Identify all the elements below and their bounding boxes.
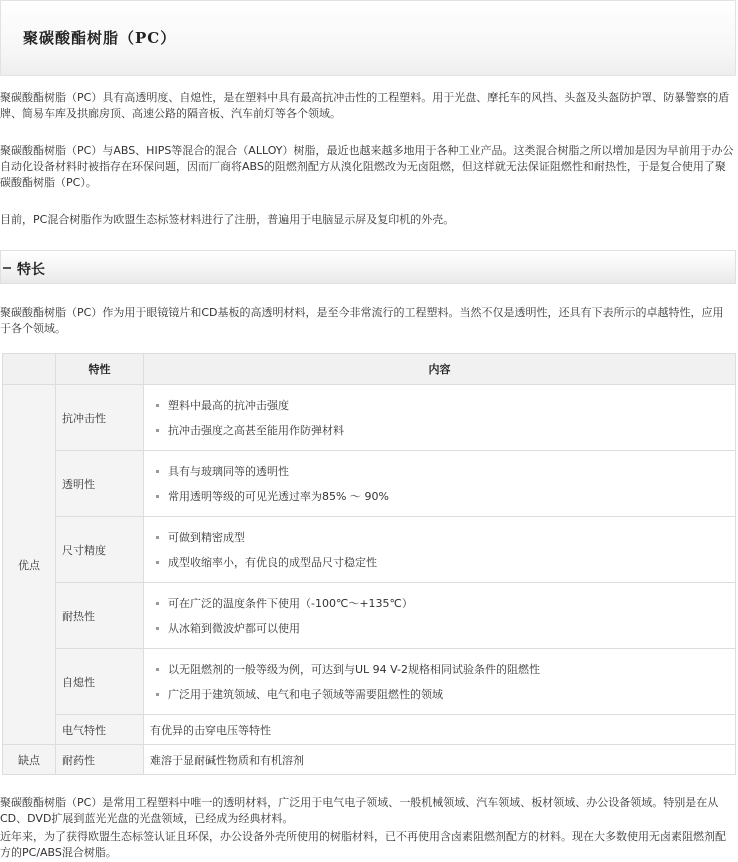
section-header: [0, 250, 736, 284]
header-property: 特性: [56, 354, 144, 385]
intro-paragraph-3: 目前，PC混合树脂作为欧盟生态标签材料进行了注册，普遍用于电脑显示屏及复印机的外壳。: [0, 213, 455, 226]
table-row: [3, 385, 736, 451]
section-description: 聚碳酸酯树脂（PC）作为用于眼镜镜片和CD基板的高透明材料，是至今非常流行的工程塑料。当然不仅是透明性，还具有下表所示的卓越特性，应用于各个领域。: [0, 306, 724, 335]
intro-paragraph-2: 聚碳酸酯树脂（PC）与ABS、HIPS等混合的混合（ALLOY）树脂，最近也越来越多地用于各种工业产品。这类混合树脂之所以增加是因为早前用于办公自动化设备材料时被指存在环保问题，因而厂商将ABS的阻燃剂配方从溴化阻燃改为无卤阻燃，但这样就无法保证阻燃性和耐热性，于是复合使用了聚碳酸酯树脂（PC）。: [0, 144, 734, 189]
list-item: 以无阻燃剂的一般等级为例，可达到与UL 94 V-2规格相同试验条件的阻燃性: [154, 662, 729, 677]
properties-table: [2, 353, 736, 775]
table-row: [3, 715, 736, 745]
property-chemical-resistance: 耐药性: [56, 745, 144, 775]
disadvantages-label: 缺点: [3, 745, 56, 775]
content-heat-resistance: [144, 583, 736, 649]
list-item: 塑料中最高的抗冲击强度: [154, 398, 729, 413]
table-row: [3, 745, 736, 775]
content-impact: [144, 385, 736, 451]
property-heat-resistance: 耐热性: [56, 583, 144, 649]
list-item: 可做到精密成型: [154, 530, 729, 545]
list-item: 广泛用于建筑领域、电气和电子领域等需要阻燃性的领域: [154, 687, 729, 702]
table-row: [3, 517, 736, 583]
title-banner: [0, 0, 736, 76]
table-row: [3, 451, 736, 517]
section-title: 特长: [17, 262, 45, 278]
list-item: 从冰箱到微波炉都可以使用: [154, 621, 729, 636]
advantages-label: 优点: [3, 385, 56, 745]
list-item: 抗冲击强度之高甚至能用作防弹材料: [154, 423, 729, 438]
property-electrical: 电气特性: [56, 715, 144, 745]
property-transparency: 透明性: [56, 451, 144, 517]
content-transparency: [144, 451, 736, 517]
header-content: 内容: [144, 354, 736, 385]
content-self-extinguishing: [144, 649, 736, 715]
table-row: [3, 583, 736, 649]
content-chemical-resistance: 难溶于显耐碱性物质和有机溶剂: [144, 745, 736, 775]
outro-paragraph-1: 聚碳酸酯树脂（PC）是常用工程塑料中唯一的透明材料，广泛用于电气电子领域、一般机械领域、汽车领域、板材领域、办公设备领域。特别是在从CD、DVD扩展到蓝光光盘的光盘领域，已经成为经典材料。: [0, 796, 719, 825]
list-item: 常用透明等级的可见光透过率为85% ～ 90%: [154, 489, 729, 504]
list-item: 成型收缩率小，有优良的成型品尺寸稳定性: [154, 555, 729, 570]
property-self-extinguishing: 自熄性: [56, 649, 144, 715]
table-header-row: [3, 354, 736, 385]
table-row: [3, 649, 736, 715]
property-impact: 抗冲击性: [56, 385, 144, 451]
content-dimensional-accuracy: [144, 517, 736, 583]
page-title: 聚碳酸酯树脂（PC）: [23, 29, 177, 47]
intro-paragraph-1: 聚碳酸酯树脂（PC）具有高透明度、自熄性，是在塑料中具有最高抗冲击性的工程塑料。用于光盘、摩托车的风挡、头盔及头盔防护罩、防暴警察的盾牌、简易车库及拱廊房顶、高速公路的隔音板、汽车前灯等各个领域。: [0, 91, 730, 120]
header-blank: [3, 354, 56, 385]
outro-paragraph-2: 近年来，为了获得欧盟生态标签认证且环保，办公设备外壳所使用的树脂材料，已不再使用含卤素阻燃剂配方的材料。现在大多数使用无卤素阻燃剂配方的PC/ABS混合树脂。: [0, 830, 726, 859]
property-dimensional-accuracy: 尺寸精度: [56, 517, 144, 583]
dash-icon: [3, 267, 11, 269]
list-item: 可在广泛的温度条件下使用（-100℃～+135℃）: [154, 596, 729, 611]
content-electrical: 有优异的击穿电压等特性: [144, 715, 736, 745]
list-item: 具有与玻璃同等的透明性: [154, 464, 729, 479]
